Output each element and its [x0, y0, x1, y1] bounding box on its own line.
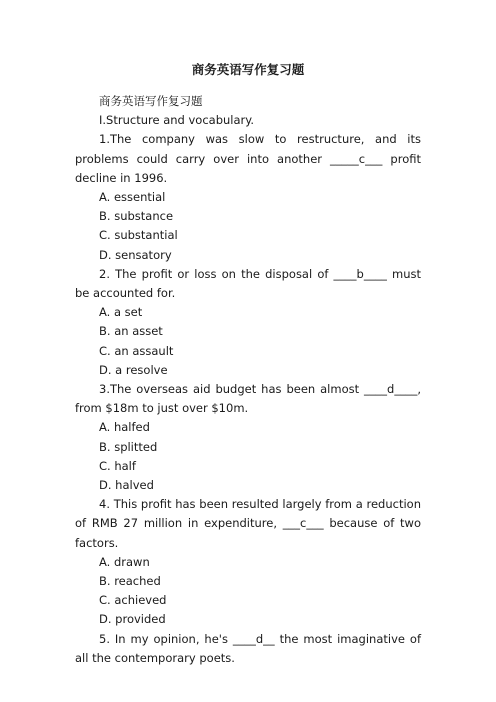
option-d: D. provided: [99, 612, 166, 627]
question-4: [75, 495, 421, 629]
question-2: [75, 265, 421, 380]
option-b: B. splitted: [99, 439, 158, 454]
document-subtitle: 商务英语写作复习题: [99, 94, 203, 108]
option-b: B. reached: [99, 574, 161, 589]
option-d: D. halved: [99, 478, 154, 493]
option-b: B. an asset: [99, 324, 163, 339]
option-a: A. halfed: [99, 420, 150, 435]
option-d: D. sensatory: [99, 247, 172, 262]
option-c: C. an assault: [99, 343, 174, 358]
document-title: 商务英语写作复习题: [191, 62, 305, 77]
option-d: D. a resolve: [99, 362, 168, 377]
option-c: C. achieved: [99, 593, 167, 608]
option-a: A. essential: [99, 190, 166, 205]
question-stem: 2. The profit or loss on the disposal of ____b____ must be accounted for.: [75, 266, 421, 301]
question-5: [75, 630, 421, 668]
question-stem: 4. This profit has been resulted largely from a reduction of RMB 27 million in expenditure, ___c___ because of two factors.: [75, 497, 421, 550]
question-1: [75, 130, 421, 264]
option-c: C. substantial: [99, 228, 178, 243]
question-stem: 5. In my opinion, he's ____d__ the most imaginative of all the contemporary poets.: [75, 631, 421, 665]
option-a: A. drawn: [99, 554, 150, 569]
question-3: [75, 380, 421, 495]
question-stem: 1.The company was slow to restructure, and its problems could carry over into another _____c___ profit decline in 1996.: [75, 132, 421, 185]
question-stem: 3.The overseas aid budget has been almost ____d____, from $18m to just over $10m.: [75, 382, 421, 416]
option-b: B. substance: [99, 209, 174, 224]
section-heading: I.Structure and vocabulary.: [99, 113, 255, 128]
option-a: A. a set: [99, 305, 143, 320]
option-c: C. half: [99, 458, 136, 473]
